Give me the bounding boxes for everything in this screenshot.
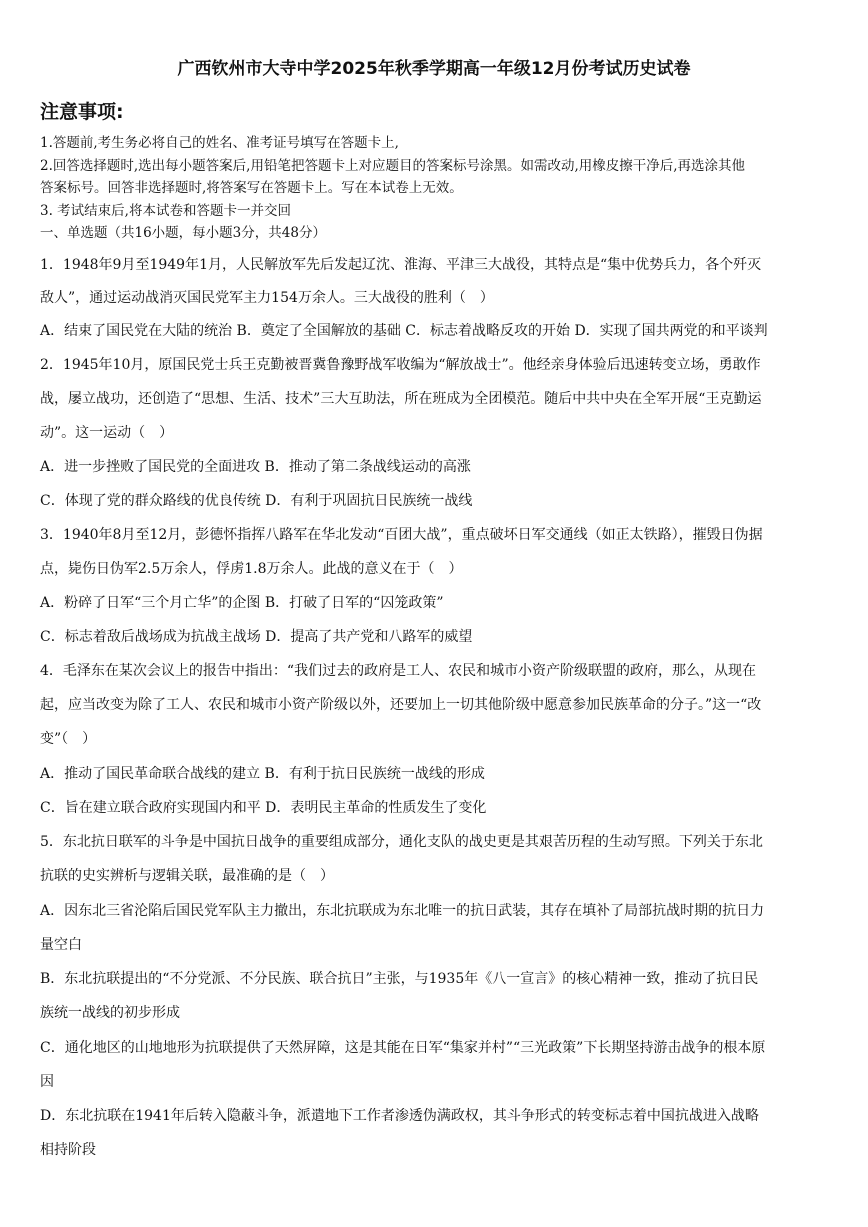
section-heading: 一、单选题（共16小题，每小题3分，共48分） <box>40 225 326 241</box>
question-4-text: 4．毛泽东在某次会议上的报告中指出：“我们过去的政府是工人、农民和城市小资产阶级联盟的政府，那么，从现在 <box>40 663 757 679</box>
question-5-text: 5．东北抗日联军的斗争是中国抗日战争的重要组成部分，通化支队的战史更是其艰苦历程的生动写照。下列关于东北 <box>40 834 763 850</box>
question-5-option: A．因东北三省沦陷后国民党军队主力撤出，东北抗联成为东北唯一的抗日武装，其存在填补了局部抗战时期的抗日力 <box>40 903 765 919</box>
notice-line: 2.回答选择题时,选出每小题答案后,用铅笔把答题卡上对应题目的答案标号涂黑。如需改动,用橡皮擦干净后,再选涂其他 <box>40 158 746 174</box>
question-5-option: B．东北抗联提出的“不分党派、不分民族、联合抗日”主张，与1935年《八一宣言》的核心精神一致，推动了抗日民 <box>40 971 759 987</box>
notice-line: 1.答题前,考生务必将自己的姓名、准考证号填写在答题卡上, <box>40 135 399 151</box>
question-5-option: 族统一战线的初步形成 <box>40 1005 180 1021</box>
question-4-option: C．旨在建立联合政府实现国内和平 D．表明民主革命的性质发生了变化 <box>40 800 487 816</box>
question-3-text: 3．1940年8月至12月，彭德怀指挥八路军在华北发动“百团大战”，重点破坏日军交通线（如正太铁路），摧毁日伪据 <box>40 527 763 543</box>
question-3-text: 点，毙伤日伪军2.5万余人，俘虏1.8万余人。此战的意义在于（ ） <box>40 561 463 577</box>
question-1-options: A．结束了国民党在大陆的统治 B．奠定了全国解放的基础 C．标志着战略反攻的开始 D．实现了国共两党的和平谈判 <box>40 323 768 339</box>
question-3-option: C．标志着敌后战场成为抗战主战场 D．提高了共产党和八路军的威望 <box>40 629 473 645</box>
question-2-option: C．体现了党的群众路线的优良传统 D．有利于巩固抗日民族统一战线 <box>40 493 473 509</box>
question-1-text: 1．1948年9月至1949年1月，人民解放军先后发起辽沈、淮海、平津三大战役，其特点是“集中优势兵力，各个歼灭 <box>40 257 762 273</box>
question-5-option: 量空白 <box>40 937 82 953</box>
question-4-text: 变”（ ） <box>40 731 97 747</box>
notice-line: 3. 考试结束后,将本试卷和答题卡一并交回 <box>40 203 291 219</box>
question-5-text: 抗联的史实辨析与逻辑关联，最准确的是（ ） <box>40 868 334 884</box>
question-3-option: A．粉碎了日军“三个月亡华”的企图 B．打破了日军的“囚笼政策” <box>40 595 444 611</box>
question-4-text: 起，应当改变为除了工人、农民和城市小资产阶级以外，还要加上一切其他阶级中愿意参加民族革命的分子。”这一“改 <box>40 697 762 713</box>
notice-line: 答案标号。回答非选择题时,将答案写在答题卡上。写在本试卷上无效。 <box>40 180 463 196</box>
question-5-option: 相持阶段 <box>40 1142 96 1158</box>
question-2-text: 动”。这一运动（ ） <box>40 425 174 441</box>
question-5-option: C．通化地区的山地地形为抗联提供了天然屏障，这是其能在日军“集家并村”“三光政策”下长期坚持游击战争的根本原 <box>40 1040 766 1056</box>
question-5-option: 因 <box>40 1074 54 1090</box>
question-2-text: 战，屡立战功，还创造了“思想、生活、技术”三大互助法，所在班成为全团模范。随后中共中央在全军开展“王克勤运 <box>40 391 762 407</box>
question-2-option: A．进一步挫败了国民党的全面进攻 B．推动了第二条战线运动的高涨 <box>40 459 471 475</box>
question-5-option: D．东北抗联在1941年后转入隐蔽斗争，派遣地下工作者渗透伪满政权，其斗争形式的转变标志着中国抗战进入战略 <box>40 1108 759 1124</box>
exam-title: 广西钦州市大寺中学2025年秋季学期高一年级12月份考试历史试卷 <box>177 59 691 79</box>
question-1-text: 敌人”，通过运动战消灭国民党军主力154万余人。三大战役的胜利（ ） <box>40 290 494 306</box>
question-2-text: 2．1945年10月，原国民党士兵王克勤被晋冀鲁豫野战军收编为“解放战士”。他经亲身体验后迅速转变立场，勇敢作 <box>40 357 761 373</box>
notice-heading: 注意事项: <box>40 101 124 123</box>
question-4-option: A．推动了国民革命联合战线的建立 B．有利于抗日民族统一战线的形成 <box>40 766 485 782</box>
